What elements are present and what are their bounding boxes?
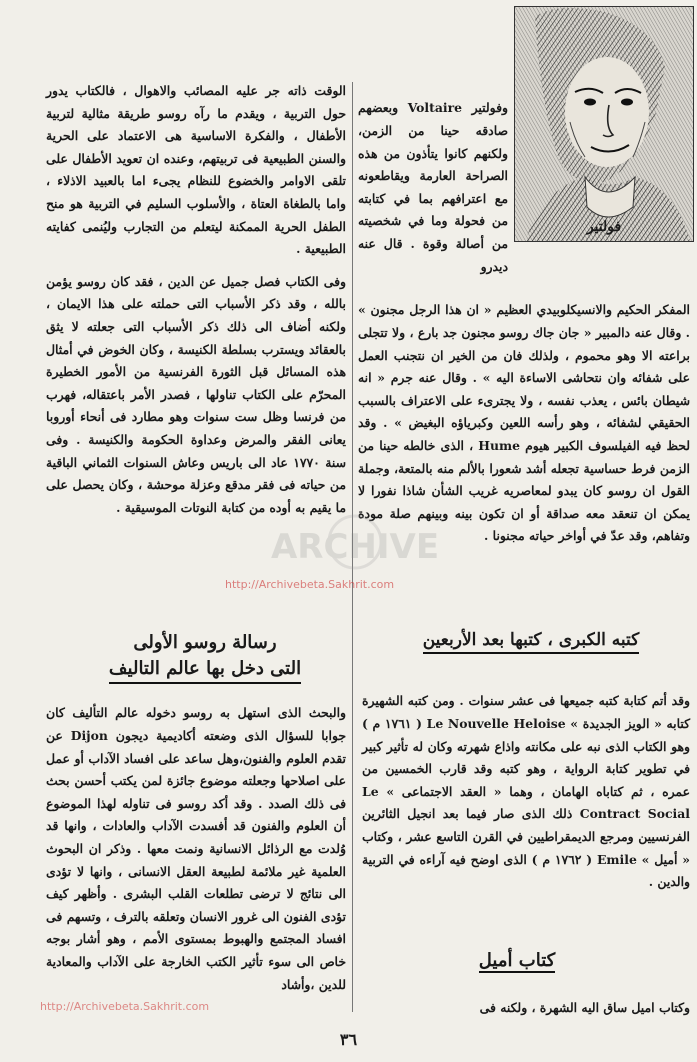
letter-heading-line-2: التى دخل بها عالم التاليف: [109, 656, 301, 684]
letter-heading: [62, 630, 348, 684]
left-column: [46, 80, 346, 519]
page-number: ٣٦: [339, 1030, 358, 1049]
emile-section-text: وكتاب اميل ساق اليه الشهرة ، ولكنه فى: [479, 1000, 690, 1016]
watermark-url-bottom: http://Archivebeta.Sakhrit.com: [40, 1000, 210, 1013]
left-column-paragraph-1: الوقت ذاته جر عليه المصائب والاهوال ، فالكتاب يدور حول التربية ، ويقدم ما رآه روسو طريقة مثالية لتربية الأطفال ، والفكرة الاساسية هى الاعتماد على الحرية والسنن الطبيعية فى تربيتهم، وعنده ان تعويد الأطفال على تلقى الاوامر والخضوع للنظام يجىء اما بالعبيد الاذلاء ، واما بالطغاة العتاة ، والأسلوب السليم في التربية هو منح الطفل الحرية الممكنة ليتعلم من التجارب وليُنمى كفايته الطبيعية .: [46, 83, 346, 257]
watermark-url: http://Archivebeta.Sakhrit.com: [225, 578, 395, 591]
right-column-main: [358, 287, 690, 560]
watermark-brand: ARCHIVE: [270, 527, 440, 567]
emile-heading-text: كتاب أميل: [478, 950, 556, 971]
portrait-engraving-icon: [515, 7, 693, 241]
letter-section: [46, 690, 346, 1009]
column-divider: [352, 82, 353, 1012]
works-section: [362, 678, 690, 906]
voltaire-portrait: [514, 6, 694, 242]
emile-section: [362, 985, 690, 1032]
right-column-intro: [358, 85, 508, 291]
portrait-caption: فولتير: [586, 219, 622, 235]
emile-heading: [462, 950, 572, 971]
works-heading: [372, 630, 690, 650]
left-column-paragraph-2: وفى الكتاب فصل جميل عن الدين ، فقد كان روسو يؤمن بالله ، وقد ذكر الأسباب التى حملته على هذا الايمان ، ولكنه أضاف الى ذلك ذكر الأسباب التى جعلته لا يثق بالعقائد ويسترب بسلطة الكنيسة ، وكان الخوض في أمثال هذه المسائل قبل الثورة الفرنسية من الأمور الخطيرة المحرّم على الكتاب تناولها ، فصدر الأمر باعتقاله، فهرب من فرنسا وظل ست سنوات وهو مطارد فى أنحاء أوروبا يعانى الفقر والمرض وعداوة الحكومة والكنيسة . وفى سنة ١٧٧٠ عاد الى باريس وعاش السنوات الثماني الباقية من حياته فى فقر مدقع وعزلة موحشة ، وكان يحصل على ما يقيم به أوده من كتابة النوتات الموسيقية .: [46, 273, 347, 515]
right-column-main-text: المفكر الحكيم والانسيكلوبيدي العظيم « ان هذا الرجل مجنون » . وقال عنه دالمبير « جان جاك روسو مجنون جد بارع ، ولا تتجلى براعته الا وهو محموم ، ولذلك فان من الخير ان نتجنب العمل على شفائه وان نتحاشى الاساءة اليه » . وقال عنه جرم « انه شيطان بائس ، يعذب نفسه ، ولا يجترىء على الاعتراف بالسبب الحقيقي لشفائه ، وهو رأسه اللعين وكبرياؤه البغيض » . وقد لحظ فيه الفيلسوف الكبير هيوم Hume ، الذى خالطه حينا من الزمن فرط حساسية تجعله أشد شعورا بالألم منه بالمتعة، وجملة القول ان روسو كان يبدو لمعاصريه غريب الشأن شاذا نفورا لا يمكن ان تنعقد معه صداقة أو ان تكون بينه وبينهم صلة مودة وتفاهم، وقد عدّ في أواخر حياته مجنونا .: [358, 302, 690, 544]
letter-heading-line-1: رسالة روسو الأولى: [133, 632, 277, 653]
works-heading-text: كتبه الكبرى ، كتبها بعد الأربعين: [423, 630, 640, 654]
works-section-text: وقد أتم كتابة كتبه جميعها فى عشر سنوات . ومن كتبه الشهيرة كتابه « الويز الجديدة » Le Nouvelle Heloise ( ١٧٦١ م ) وهو الكتاب الذى نبه على مكانته واذاع شهرته وكان له تأثير كبير في تطوير كتابة الرواية ، وهو كتبه وقد قارب الخمسين من عمره ، ثم كتاباه الهامان ، وهما « العقد الاجتماعى » Le Contract Social ذلك الذى صار فيما بعد انجيل الثائرين الفرنسيين ومرجع الديمقراطيين في القرن التاسع عشر ، وكتاب « أميل » Emile ( ١٧٦٢ م ) الذى اوضح فيه آراءه في التربية والدين .: [362, 693, 690, 890]
letter-section-text: والبحث الذى استهل به روسو دخوله عالم التأليف كان جوابا للسؤال الذى وضعته أكاديمية ديجون Dijon عن تقدم العلوم والفنون،وهل ساعد على افساد الآداب أو عمل على اصلاحها وجعلته موضوع جائزة لمن يكتب أحسن بحث فى ذلك الصدد . وقد أكد روسو فى تناوله لهذا الموضوع أن العلوم والفنون قد أفسدت الآداب والعادات ، وانها قد وُلدت مع الرذائل الانسانية ونمت معها . وذكر ان البحوث العلمية غير ملائمة لطبيعة العقل الانسانى ، وانها لا تؤدى الى نتائج لا ترضى تطلعات القلب البشرى . وأظهر كيف تؤدى الفنون الى غرور الانسان وتعلقه بالترف ، وتسهم فى افساد المجتمع والهبوط بمستوى الأمم ، وهو أشار بوجه خاص الى سوء تأثير الكتب الخارجة على الآداب والمعادية للدين ،وأشاد: [46, 705, 347, 992]
right-column-intro-text: وفولتير Voltaire وبعضهم صادقه حينا من الزمن، ولكنهم كانوا يتأذون من هذه الصراحة العارمة ويقاطعونه مع اعترافهم بما في كتابته من فحولة وما في شخصيته من أصالة وقوة . قال عنه ديدرو: [358, 100, 508, 274]
